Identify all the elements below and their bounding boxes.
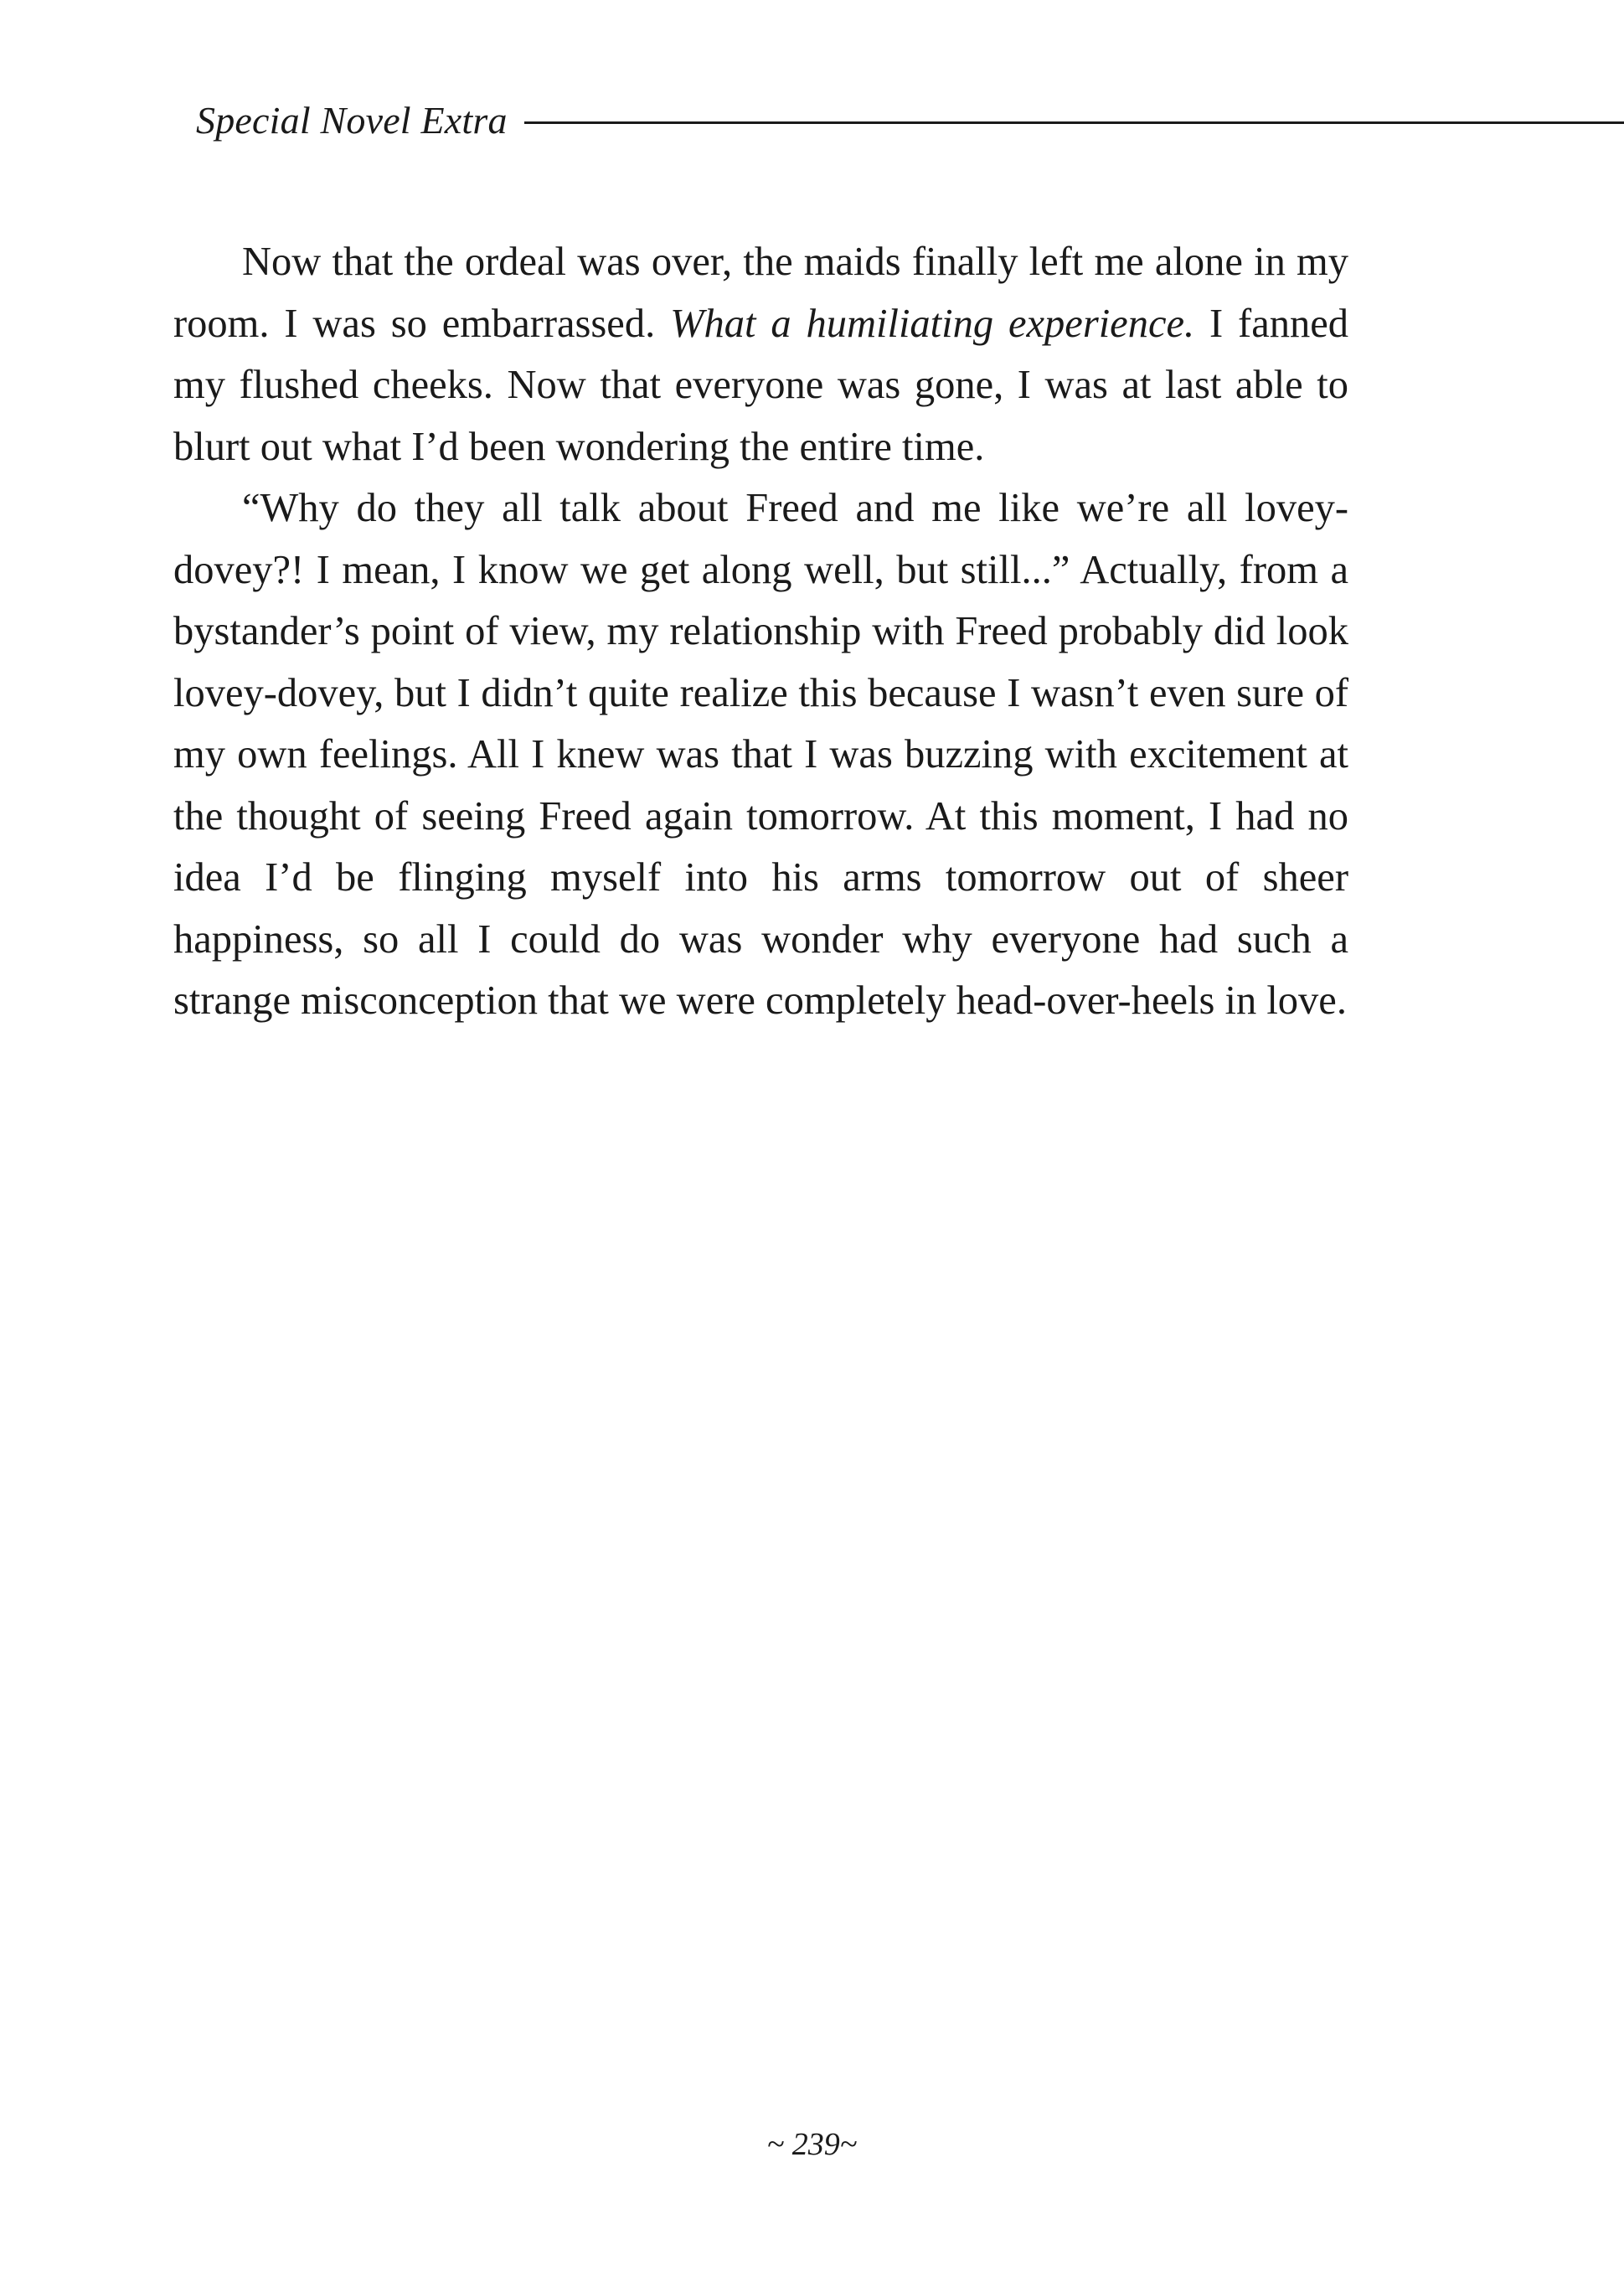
- header-rule: [524, 121, 1624, 124]
- paragraph-2: “Why do they all talk about Freed and me like we’re all lovey-dovey?! I mean, I know we get along well, but still...” Actually, from a bystander’s point of view, my relationship with Freed probably did look lovey-dovey, but I didn’t quite realize this because I wasn’t even sure of my own feelings. All I knew was that I was buzzing with excitement at the thought of seeing Freed again tomorrow. At this moment, I had no idea I’d be flinging myself into his arms tomorrow out of sheer happiness, so all I could do was wonder why everyone had such a strange misconception that we were completely head-over-heels in love.: [173, 486, 1348, 1023]
- paragraph-1-part-a: Now that the ordeal was over, the maids finally left me alone in my room. I was so embarrassed.: [173, 240, 1348, 346]
- paragraph-1-part-b: I fanned my flushed cheeks. Now that everyone was gone, I was at last able to blurt out what I’d been wondering the entire time.: [173, 301, 1348, 469]
- paragraph-1-italic: What a humiliating experience.: [670, 301, 1195, 346]
- body-text: [173, 231, 1348, 1032]
- page-number: ~ 239~: [766, 2127, 858, 2162]
- running-header: [196, 90, 1624, 149]
- header-title: Special Novel Extra: [196, 98, 508, 142]
- paragraph-1: [173, 231, 1348, 477]
